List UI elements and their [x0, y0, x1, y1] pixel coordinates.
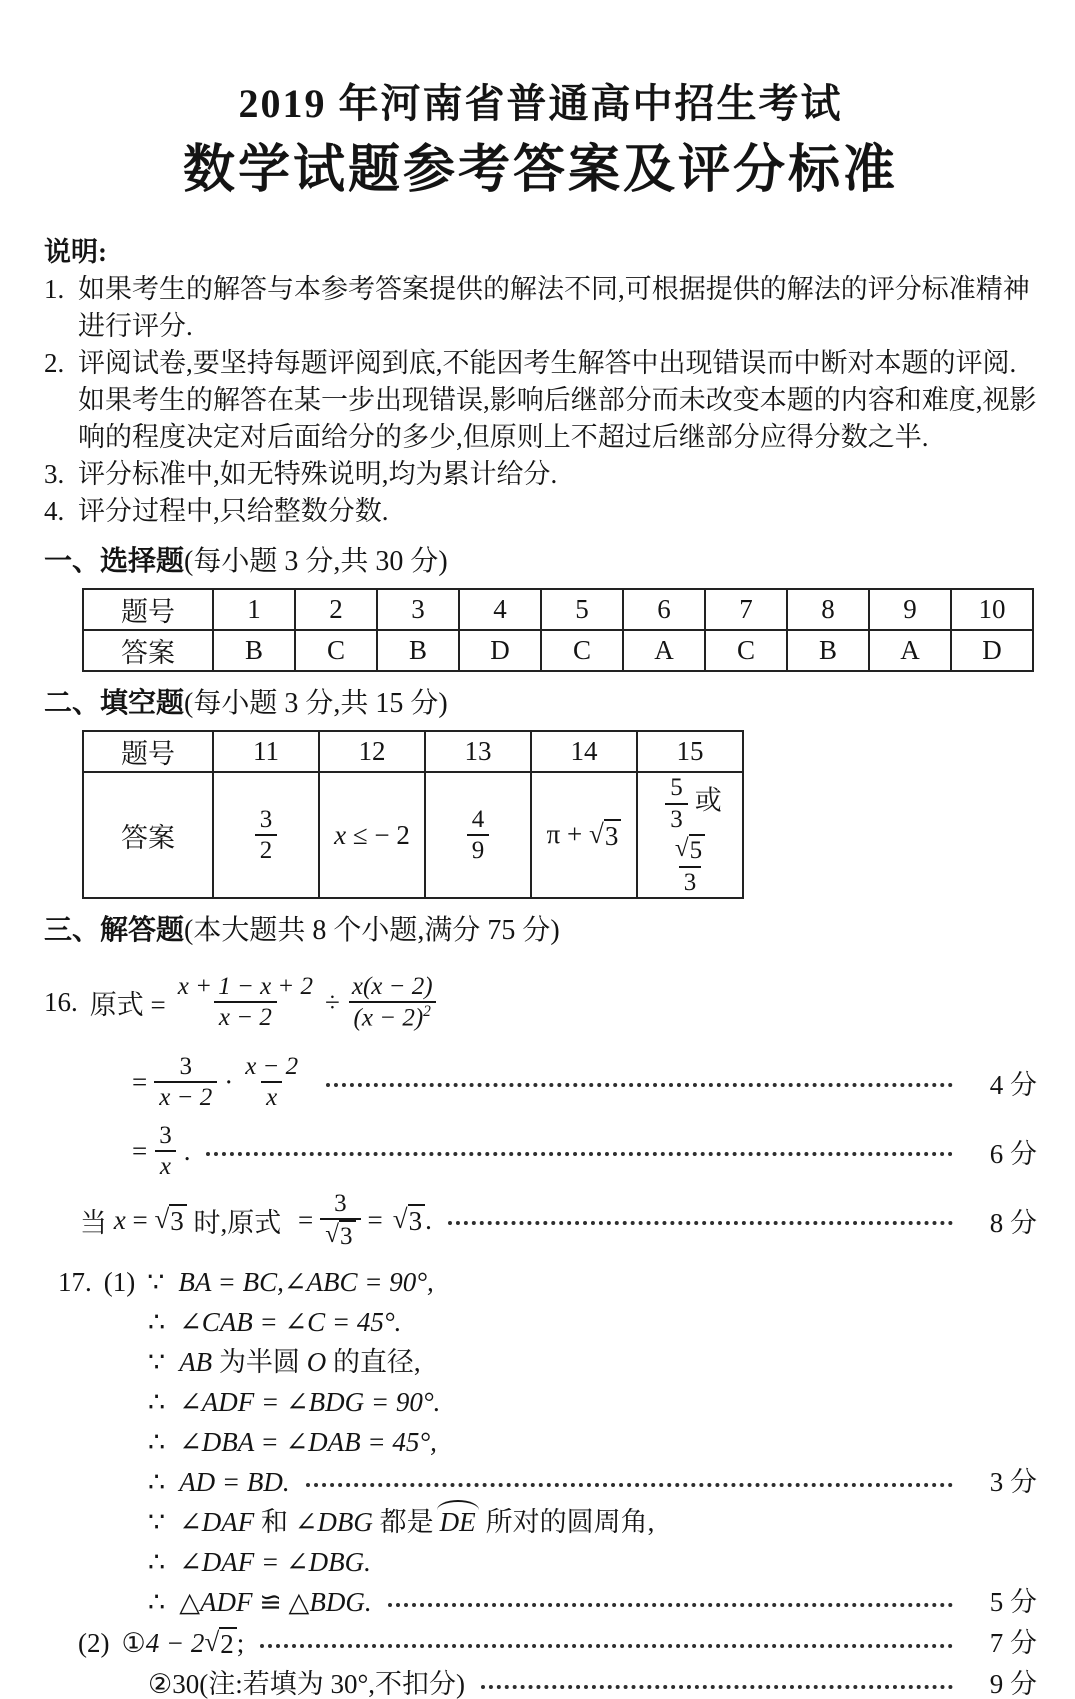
table-cell: 7	[705, 589, 787, 630]
therefore-symbol: ∴	[148, 1307, 166, 1338]
note-number: 1.	[44, 274, 65, 305]
fraction-numerator: x + 1 − x + 2	[177, 972, 314, 1000]
table-cell: 14	[531, 731, 637, 772]
radicand: 3	[169, 1204, 187, 1237]
fraction-denominator: x	[155, 1150, 176, 1182]
equals-sign: =	[298, 1204, 314, 1235]
table-cell: 5	[541, 589, 623, 630]
fraction	[467, 805, 490, 866]
note-number: 3.	[44, 459, 65, 490]
fraction-numerator: 3	[259, 805, 273, 833]
answer-with-note: 30(注:若填为 30°,不扣分)	[172, 1669, 465, 1699]
table-cell: 13	[425, 731, 531, 772]
radical-sign: √	[204, 1627, 220, 1658]
p16-line-3	[132, 1119, 1037, 1183]
circled-2: ②	[148, 1669, 173, 1699]
p16-line-4	[80, 1183, 1037, 1257]
therefore-symbol: ∴	[148, 1427, 166, 1458]
p17-line-8	[148, 1547, 1037, 1577]
radicand: 3	[604, 819, 622, 852]
fraction-denominator: 3	[665, 803, 688, 835]
therefore-symbol: ∴	[148, 1587, 166, 1618]
fraction-numerator: 3	[334, 1189, 347, 1217]
part-1-label: (1)	[103, 1267, 136, 1298]
score-mark: 8 分	[989, 1207, 1037, 1238]
radical-sign: √	[392, 1203, 408, 1234]
arc-over-DE: DE	[439, 1507, 476, 1538]
or-text: 或	[694, 786, 722, 817]
multiply-dot: ·	[224, 1066, 234, 1097]
fraction-denominator: 2	[255, 834, 278, 866]
exam-title-line1: 2019 年河南省普通高中招生考试	[238, 81, 843, 126]
denominator-base: (x − 2)	[353, 1004, 424, 1032]
problem-17-label: 17.	[58, 1267, 92, 1298]
fraction-denominator: 3	[679, 866, 702, 898]
table-cell: 6	[623, 589, 705, 630]
problem-16-label: 16.	[44, 986, 78, 1017]
answer-12-cell	[319, 772, 425, 898]
table-cell: 15	[637, 731, 743, 772]
p17-line-5	[148, 1427, 1037, 1457]
dotted-leader	[481, 1685, 953, 1689]
fraction	[154, 1052, 217, 1113]
note-text: 评分标准中,如无特殊说明,均为累计给分.	[78, 459, 558, 490]
table-cell: B	[213, 630, 295, 671]
radical-sign: √	[589, 818, 604, 849]
table-cell: 2	[295, 589, 377, 630]
note-text: 评阅试卷,要坚持每题评阅到底,不能因考生解答中出现错误而中断对本题的评阅. 如果考生的解答在某一步出现错误,影响后继部分而未改变本题的内容和难度,视影响的程度决定对后面给分的多少,但原则上不超过后继部分应得分数之半.	[78, 348, 1037, 453]
radicand: 3	[339, 1220, 356, 1252]
p17-line-2	[148, 1307, 1037, 1337]
section-1-heading	[44, 544, 1037, 580]
equals-sign: =	[125, 1204, 155, 1235]
table-cell: 9	[869, 589, 951, 630]
table-cell: B	[377, 630, 459, 671]
fraction-numerator: x − 2	[245, 1052, 299, 1080]
p16-line-2	[132, 1045, 1037, 1119]
fraction-numerator: x(x − 2)	[351, 972, 433, 1000]
math-expression: 4 − 2	[145, 1628, 205, 1659]
equals-sign: =	[132, 1066, 148, 1097]
text-segment: 的直径,	[326, 1347, 421, 1378]
math-statement: △ADF ≌ △BDG.	[179, 1587, 372, 1618]
p16-line-1	[44, 959, 1037, 1045]
square-root	[204, 1627, 236, 1659]
p17-line-3	[148, 1347, 1037, 1377]
answer-14-cell	[531, 772, 637, 898]
score-mark: 9 分	[989, 1669, 1037, 1699]
fraction	[173, 972, 318, 1033]
table-cell: 8	[787, 589, 869, 630]
row-label-answer: 答案	[83, 772, 213, 898]
therefore-symbol: ∴	[148, 1547, 166, 1578]
grading-notes	[44, 234, 1037, 530]
because-symbol: ∵	[148, 1347, 166, 1378]
table-cell: A	[869, 630, 951, 671]
text-segment: 为半圆	[212, 1347, 307, 1378]
dotted-leader	[388, 1603, 953, 1607]
p16-prefix: 原式 =	[89, 989, 166, 1020]
table-cell: 1	[213, 589, 295, 630]
answer-15-cell	[637, 772, 743, 898]
text-segment: 和	[254, 1507, 295, 1538]
p17-line-1	[58, 1267, 1037, 1297]
score-mark: 4 分	[989, 1069, 1037, 1100]
semicolon: ;	[236, 1628, 245, 1659]
fraction	[670, 834, 710, 897]
fraction	[665, 773, 688, 834]
fraction	[255, 805, 278, 866]
row-label-answer: 答案	[83, 630, 213, 671]
radicand: 3	[408, 1204, 426, 1237]
score-mark: 3 分	[989, 1467, 1037, 1498]
row-label-question-number: 题号	[83, 589, 213, 630]
section-2-title: 二、填空题	[44, 688, 185, 720]
fraction-denominator	[349, 1001, 436, 1033]
table-cell: 11	[213, 731, 319, 772]
period: .	[183, 1135, 191, 1166]
text-when: 当	[80, 1207, 114, 1238]
exponent: 2	[423, 1003, 431, 1021]
fraction-denominator: 9	[467, 834, 490, 866]
fraction	[154, 1121, 177, 1182]
answer-11-cell	[213, 772, 319, 898]
part-2-label: (2)	[78, 1628, 110, 1659]
note-number: 2.	[44, 348, 65, 379]
square-root	[589, 819, 621, 852]
table-cell: C	[295, 630, 377, 671]
square-root	[675, 834, 705, 866]
fraction-numerator: 3	[179, 1052, 192, 1080]
note-number: 4.	[44, 496, 65, 527]
because-symbol: ∵	[147, 1267, 165, 1298]
score-mark: 6 分	[989, 1138, 1037, 1169]
table-cell: D	[459, 630, 541, 671]
text-segment: 所对的圆周角,	[485, 1507, 655, 1538]
score-mark: 7 分	[989, 1628, 1037, 1659]
note-item-3	[44, 456, 1037, 493]
notes-heading: 说明:	[44, 237, 107, 268]
radical-sign: √	[325, 1221, 340, 1249]
fraction-numerator: 5	[670, 774, 683, 802]
math-text: π +	[546, 818, 590, 849]
table-row	[83, 772, 743, 898]
table-cell: 12	[319, 731, 425, 772]
table-cell: 4	[459, 589, 541, 630]
table-row	[83, 589, 1033, 630]
dotted-leader	[306, 1483, 953, 1487]
math-segment: ∠DAF	[179, 1507, 255, 1538]
math-text: ≤ − 2	[346, 819, 410, 850]
fraction-denominator: x	[261, 1081, 282, 1113]
math-statement: ∠DAF = ∠DBG.	[179, 1547, 371, 1578]
p17-part2-line-1	[78, 1627, 1037, 1659]
radicand: 2	[219, 1627, 237, 1659]
math-segment: AB	[179, 1347, 213, 1378]
table-cell: C	[705, 630, 787, 671]
table-row	[83, 731, 743, 772]
table-cell: D	[951, 630, 1033, 671]
math-segment: O	[306, 1347, 327, 1378]
p17-line-9	[148, 1587, 1037, 1617]
math-statement: ∠ADF = ∠BDG = 90°.	[179, 1387, 441, 1418]
text-then-expression: 时,原式	[186, 1207, 289, 1238]
fraction-numerator: 4	[471, 805, 485, 833]
math-statement: ∠DBA = ∠DAB = 45°,	[179, 1427, 437, 1458]
fraction-denominator: x − 2	[214, 1001, 277, 1033]
radicand: 5	[689, 834, 706, 866]
table-cell: C	[541, 630, 623, 671]
section-2-heading	[44, 686, 1037, 722]
dotted-leader	[206, 1152, 953, 1156]
period: .	[425, 1204, 432, 1235]
because-symbol: ∵	[148, 1507, 166, 1538]
divide-operator: ÷	[325, 986, 340, 1017]
table-row	[83, 630, 1033, 671]
fraction	[347, 972, 438, 1033]
p17-line-6	[148, 1467, 1037, 1497]
choice-answers-table	[82, 588, 1034, 672]
equals-sign: =	[132, 1135, 148, 1166]
math-variable: x	[113, 1204, 126, 1235]
note-text: 评分过程中,只给整数分数.	[78, 496, 389, 527]
square-root	[325, 1220, 355, 1252]
exam-title-line2: 数学试题参考答案及评分标准	[182, 142, 898, 199]
p17-line-7	[148, 1507, 1037, 1537]
answer-13-cell	[425, 772, 531, 898]
radical-sign: √	[674, 835, 689, 863]
math-statement: BA = BC,∠ABC = 90°,	[178, 1267, 434, 1298]
section-3-subtitle: (本大题共 8 个小题,满分 75 分)	[184, 915, 560, 947]
math-segment: ∠DBG	[294, 1507, 373, 1538]
table-cell: 10	[951, 589, 1033, 630]
row-label-question-number: 题号	[83, 731, 213, 772]
radical-sign: √	[154, 1203, 170, 1234]
note-text: 如果考生的解答与本参考答案提供的解法不同,可根据提供的解法的评分标准精神进行评分.	[78, 274, 1030, 342]
fraction	[320, 1189, 360, 1252]
circled-1: ①	[121, 1628, 146, 1659]
table-cell: B	[787, 630, 869, 671]
blank-answers-table	[82, 730, 744, 899]
table-cell: 3	[377, 589, 459, 630]
table-cell: A	[623, 630, 705, 671]
fraction-denominator	[320, 1218, 360, 1252]
dotted-leader	[260, 1644, 953, 1648]
text-segment: 都是	[372, 1507, 434, 1538]
p17-part2-line-2	[148, 1669, 1037, 1699]
section-1-subtitle: (每小题 3 分,共 30 分)	[184, 546, 448, 578]
fraction-numerator	[670, 834, 710, 866]
fraction	[240, 1052, 303, 1113]
section-1-title: 一、选择题	[44, 546, 185, 578]
equals-sign: =	[367, 1204, 383, 1235]
math-statement: ∠CAB = ∠C = 45°.	[179, 1307, 402, 1338]
note-item-4	[44, 493, 1037, 530]
section-3-heading	[44, 913, 1037, 949]
math-statement: AD = BD.	[179, 1467, 290, 1498]
section-2-subtitle: (每小题 3 分,共 15 分)	[184, 688, 448, 720]
square-root	[393, 1204, 425, 1237]
p17-line-4	[148, 1387, 1037, 1417]
therefore-symbol: ∴	[148, 1387, 166, 1418]
score-mark: 5 分	[989, 1587, 1037, 1618]
fraction-denominator: x − 2	[154, 1081, 217, 1113]
dotted-leader	[326, 1083, 953, 1087]
dotted-leader	[448, 1221, 953, 1225]
math-variable: x	[334, 819, 347, 850]
note-item-1	[44, 271, 1037, 345]
fraction-numerator: 3	[159, 1121, 172, 1149]
square-root	[154, 1204, 186, 1237]
note-item-2	[44, 345, 1037, 456]
section-3-title: 三、解答题	[44, 915, 185, 947]
therefore-symbol: ∴	[148, 1467, 166, 1498]
